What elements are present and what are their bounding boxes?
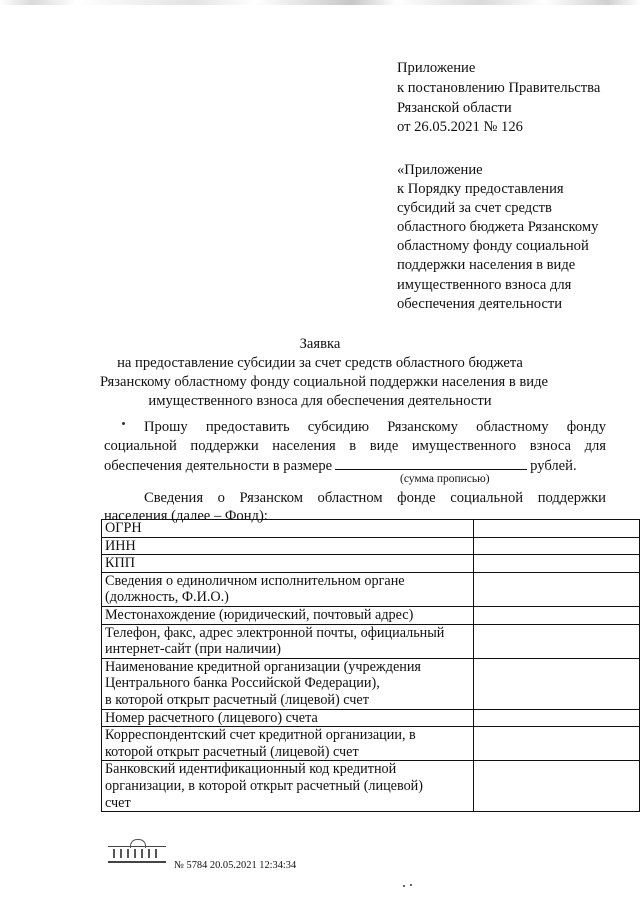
table-row xyxy=(102,624,640,658)
row-value-field[interactable] xyxy=(474,624,640,658)
sum-caption: (сумма прописью) xyxy=(400,473,490,485)
fund-info-table xyxy=(101,519,640,812)
title-line: Рязанскому областному фонду социальной поддержки населения в виде xyxy=(100,374,549,390)
row-value-field[interactable] xyxy=(474,761,640,812)
row-label: ОГРН xyxy=(102,520,474,538)
row-label: КПП xyxy=(102,555,474,573)
scan-speck xyxy=(403,885,405,887)
info-line: Сведения о Рязанском областном фонде социальной поддержки xyxy=(144,490,606,506)
row-value-field[interactable] xyxy=(474,537,640,555)
appendix-line: обеспечения деятельности xyxy=(397,295,563,312)
appendix-line: к Порядку предоставления xyxy=(397,181,564,198)
row-value-field[interactable] xyxy=(474,658,640,709)
request-line-prefix: обеспечения деятельности в размере xyxy=(104,458,333,474)
stamp-icon xyxy=(108,846,166,863)
row-label: Корреспондентский счет кредитной организации, в которой открыт расчетный (лицевой) счет xyxy=(102,727,474,761)
row-label: Местонахождение (юридический, почтовый адрес) xyxy=(102,606,474,624)
table-row xyxy=(102,520,640,538)
row-label: Телефон, факс, адрес электронной почты, официальный интернет-сайт (при наличии) xyxy=(102,624,474,658)
table-row xyxy=(102,606,640,624)
appendix-block xyxy=(397,161,598,314)
scan-speck xyxy=(122,422,125,425)
table-row xyxy=(102,727,640,761)
request-paragraph xyxy=(104,418,606,476)
table-row xyxy=(102,572,640,606)
row-value-field[interactable] xyxy=(474,572,640,606)
request-line: Прошу предоставить субсидию Рязанскому областному фонду xyxy=(144,419,606,435)
row-value-field[interactable] xyxy=(474,520,640,538)
row-value-field[interactable] xyxy=(474,606,640,624)
row-value-field[interactable] xyxy=(474,727,640,761)
table-row xyxy=(102,709,640,727)
request-line: социальной поддержки населения в виде имущественного взноса для xyxy=(104,437,606,454)
appendix-line: поддержки населения в виде xyxy=(397,257,576,274)
appendix-line: областного бюджета Рязанскому xyxy=(397,219,599,236)
row-value-field[interactable] xyxy=(474,709,640,727)
document-title xyxy=(100,335,549,411)
title-line: имущественного взноса для обеспечения деятельности xyxy=(148,393,492,409)
title-heading: Заявка xyxy=(299,336,341,352)
appendix-line: имущественного взноса для xyxy=(397,276,572,293)
row-label: ИНН xyxy=(102,537,474,555)
header-line: к постановлению Правительства xyxy=(397,80,601,96)
table-row xyxy=(102,761,640,812)
registration-stamp: № 5784 20.05.2021 12:34:34 xyxy=(174,860,297,871)
header-date-number: от 26.05.2021 № 126 xyxy=(397,119,523,135)
header-line: Приложение xyxy=(397,60,476,76)
table-row xyxy=(102,658,640,709)
request-line-suffix: рублей. xyxy=(530,458,577,474)
table-row xyxy=(102,555,640,573)
info-line: населения (далее – Фонд): xyxy=(104,508,268,524)
appendix-line: областному фонду социальной xyxy=(397,238,589,255)
row-label: Банковский идентификационный код кредитной организации, в которой открыт расчетный (лицевой) счет xyxy=(102,761,474,812)
appendix-line: субсидий за счет средств xyxy=(397,200,552,217)
row-value-field[interactable] xyxy=(474,555,640,573)
scan-speck xyxy=(410,884,412,886)
row-label: Наименование кредитной организации (учреждения Центрального банка Российской Федерации), в которой открыт расчетный (лицевой) счет xyxy=(102,658,474,709)
table-row xyxy=(102,537,640,555)
scan-edge xyxy=(0,0,640,5)
appendix-line: «Приложение xyxy=(397,162,483,178)
header-line: Рязанской области xyxy=(397,100,512,116)
row-label: Номер расчетного (лицевого) счета xyxy=(102,709,474,727)
header-block xyxy=(397,58,600,118)
row-label: Сведения о единоличном исполнительном органе (должность, Ф.И.О.) xyxy=(102,572,474,606)
title-line: на предоставление субсидии за счет средств областного бюджета xyxy=(117,355,523,371)
sum-blank-field[interactable] xyxy=(335,455,527,470)
